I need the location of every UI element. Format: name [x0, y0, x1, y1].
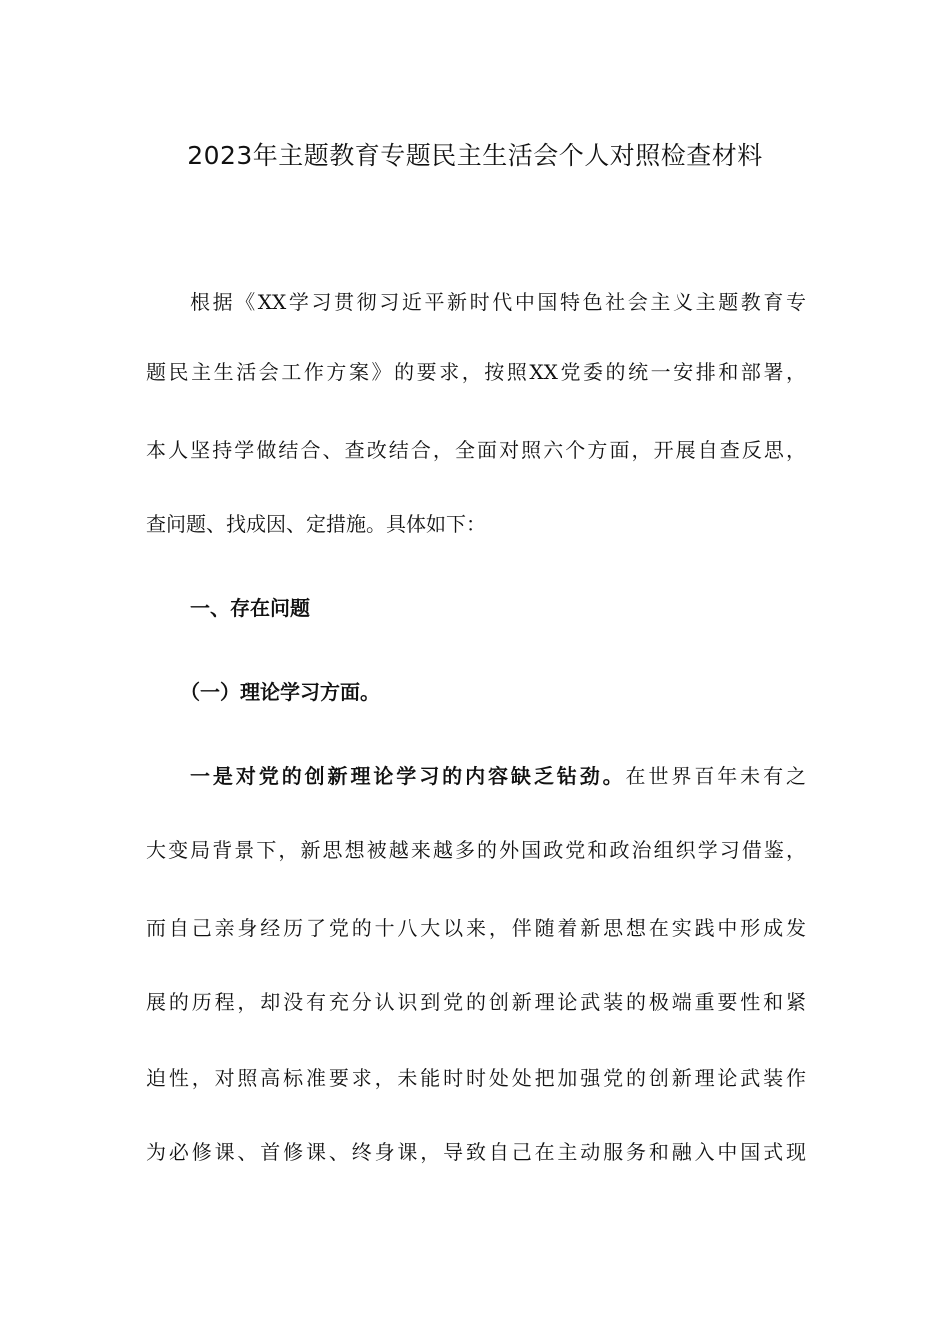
body-line: 大变局背景下，新思想被越来越多的外国政党和政治组织学习借鉴， [146, 838, 806, 862]
subsection-heading: （一）理论学习方面。 [180, 680, 380, 704]
document-title: 2023年主题教育专题民主生活会个人对照检查材料 [187, 141, 763, 170]
item-bold-lead: 一是对党的创新理论学习的内容缺乏钻劲。 [190, 764, 626, 788]
body-line: 迫性，对照高标准要求，未能时时处处把加强党的创新理论武装作 [146, 1066, 806, 1090]
body-line: 为必修课、首修课、终身课，导致自己在主动服务和融入中国式现 [146, 1140, 806, 1164]
item-first-line [190, 760, 806, 792]
intro-line: 查问题、找成因、定措施。具体如下： [146, 512, 486, 536]
body-line: 展的历程，却没有充分认识到党的创新理论武装的极端重要性和紧 [146, 990, 806, 1014]
intro-line: 本人坚持学做结合、查改结合，全面对照六个方面，开展自查反思， [146, 438, 806, 462]
item-lead-rest: 在世界百年未有之 [625, 764, 807, 788]
intro-line: 题民主生活会工作方案》的要求，按照XX党委的统一安排和部署， [146, 360, 806, 384]
section-heading: 一、存在问题 [190, 596, 310, 620]
body-line: 而自己亲身经历了党的十八大以来，伴随着新思想在实践中形成发 [146, 916, 806, 940]
intro-line: 根据《XX学习贯彻习近平新时代中国特色社会主义主题教育专 [190, 290, 806, 314]
